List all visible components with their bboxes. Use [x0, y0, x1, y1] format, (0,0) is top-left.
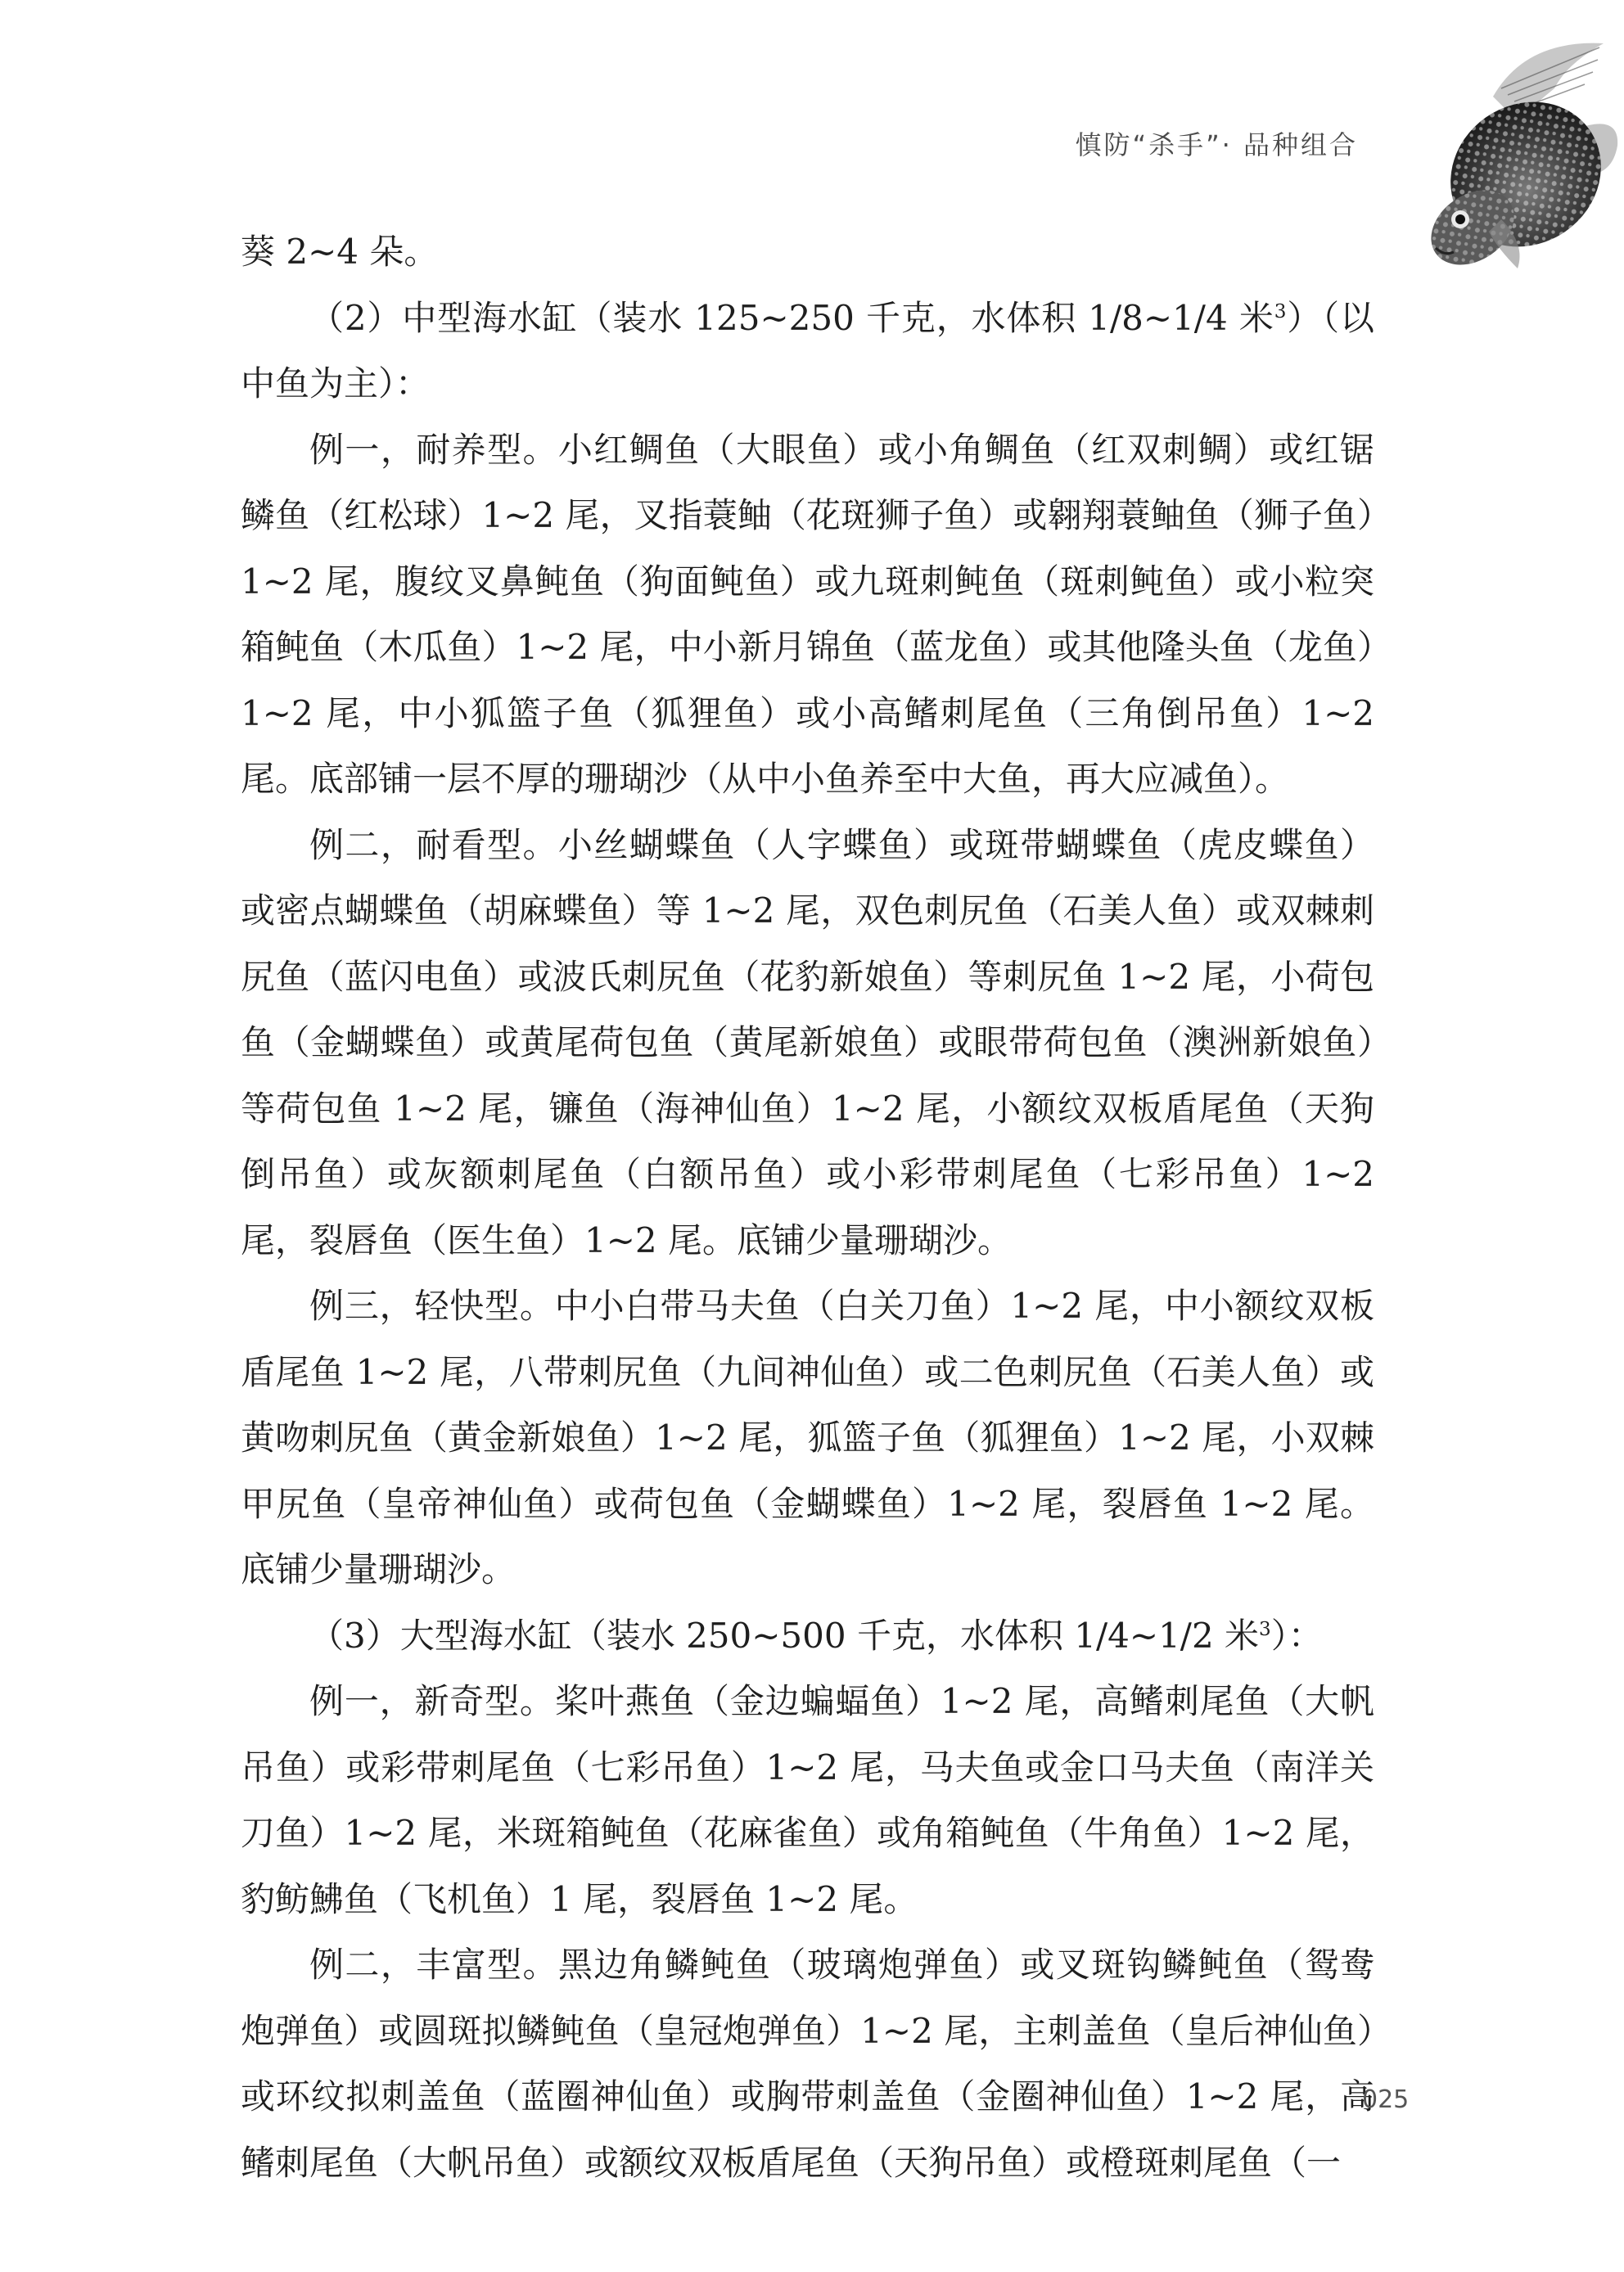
fish-photo	[1403, 23, 1624, 268]
heading-prefix: （2）中型海水缸（装水 125~250 千克，水体积 1/8~1/4 米	[309, 297, 1274, 338]
page-number: 025	[1362, 2085, 1410, 2114]
paragraph-example-3: 例三，轻快型。中小白带马夫鱼（白关刀鱼）1~2 尾，中小额纹双板盾尾鱼 1~2 尾，八带刺尻鱼（九间神仙鱼）或二色刺尻鱼（石美人鱼）或黄吻刺尻鱼（黄金新娘鱼）1~2 尾，狐篮子鱼（狐狸鱼）1~2 尾，小双棘甲尻鱼（皇帝神仙鱼）或荷包鱼（金蝴蝶鱼）1~2 尾，裂唇鱼 1~2 尾。底铺少量珊瑚沙。	[241, 1286, 1374, 1589]
heading-suffix: ）（以中鱼为主）：	[241, 297, 1374, 403]
superscript: 3	[1274, 300, 1287, 322]
paragraph-large-example-1: 例一，新奇型。桨叶燕鱼（金边蝙蝠鱼）1~2 尾，高鳍刺尾鱼（大帆吊鱼）或彩带刺尾鱼（七彩吊鱼）1~2 尾，马夫鱼或金口马夫鱼（南洋关刀鱼）1~2 尾，米斑箱鲀鱼（花麻雀鱼）或角箱鲀鱼（牛角鱼）1~2 尾，豹鲂鮄鱼（飞机鱼）1 尾，裂唇鱼 1~2 尾。	[241, 1681, 1374, 1919]
heading-suffix: ）：	[1270, 1615, 1323, 1656]
paragraph-large-example-2: 例二，丰富型。黑边角鳞鲀鱼（玻璃炮弹鱼）或叉斑钩鳞鲀鱼（鸳鸯炮弹鱼）或圆斑拟鳞鲀鱼（皇冠炮弹鱼）1~2 尾，主刺盖鱼（皇后神仙鱼）或环纹拟刺盖鱼（蓝圈神仙鱼）或胸带刺盖鱼（金圈神仙鱼）1~2 尾，高鳍刺尾鱼（大帆吊鱼）或额纹双板盾尾鱼（天狗吊鱼）或橙斑刺尾鱼（一	[241, 1945, 1374, 2183]
running-header: 慎防“杀手”· 品种组合	[1075, 129, 1358, 160]
paragraph-continuation: 葵 2~4 朵。	[241, 232, 439, 272]
paragraph-example-2: 例二，耐看型。小丝蝴蝶鱼（人字蝶鱼）或斑带蝴蝶鱼（虎皮蝶鱼）或密点蝴蝶鱼（胡麻蝶鱼）等 1~2 尾，双色刺尻鱼（石美人鱼）或双棘刺尻鱼（蓝闪电鱼）或波氏刺尻鱼（花豹新娘鱼）等刺尻鱼 1~2 尾，小荷包鱼（金蝴蝶鱼）或黄尾荷包鱼（黄尾新娘鱼）或眼带荷包鱼（澳洲新娘鱼）等荷包鱼 1~2 尾，镰鱼（海神仙鱼）1~2 尾，小额纹双板盾尾鱼（天狗倒吊鱼）或灰额刺尾鱼（白额吊鱼）或小彩带刺尾鱼（七彩吊鱼）1~2 尾，裂唇鱼（医生鱼）1~2 尾。底铺少量珊瑚沙。	[241, 824, 1374, 1260]
superscript: 3	[1259, 1618, 1271, 1640]
paragraph-medium-tank-heading	[241, 286, 1374, 417]
heading-prefix: （3）大型海水缸（装水 250~500 千克，水体积 1/4~1/2 米	[309, 1615, 1260, 1656]
body-text	[241, 219, 1374, 2196]
paragraph-example-1: 例一，耐养型。小红鲷鱼（大眼鱼）或小角鲷鱼（红双刺鲷）或红锯鳞鱼（红松球）1~2 尾，叉指蓑鲉（花斑狮子鱼）或翱翔蓑鲉鱼（狮子鱼）1~2 尾，腹纹叉鼻鲀鱼（狗面鲀鱼）或九斑刺鲀鱼（斑刺鲀鱼）或小粒突箱鲀鱼（木瓜鱼）1~2 尾，中小新月锦鱼（蓝龙鱼）或其他隆头鱼（龙鱼）1~2 尾，中小狐篮子鱼（狐狸鱼）或小高鳍刺尾鱼（三角倒吊鱼）1~2 尾。底部铺一层不厚的珊瑚沙（从中小鱼养至中大鱼，再大应减鱼）。	[241, 429, 1374, 799]
fish-illustration	[1403, 23, 1624, 268]
paragraph-large-tank-heading	[241, 1603, 1374, 1670]
